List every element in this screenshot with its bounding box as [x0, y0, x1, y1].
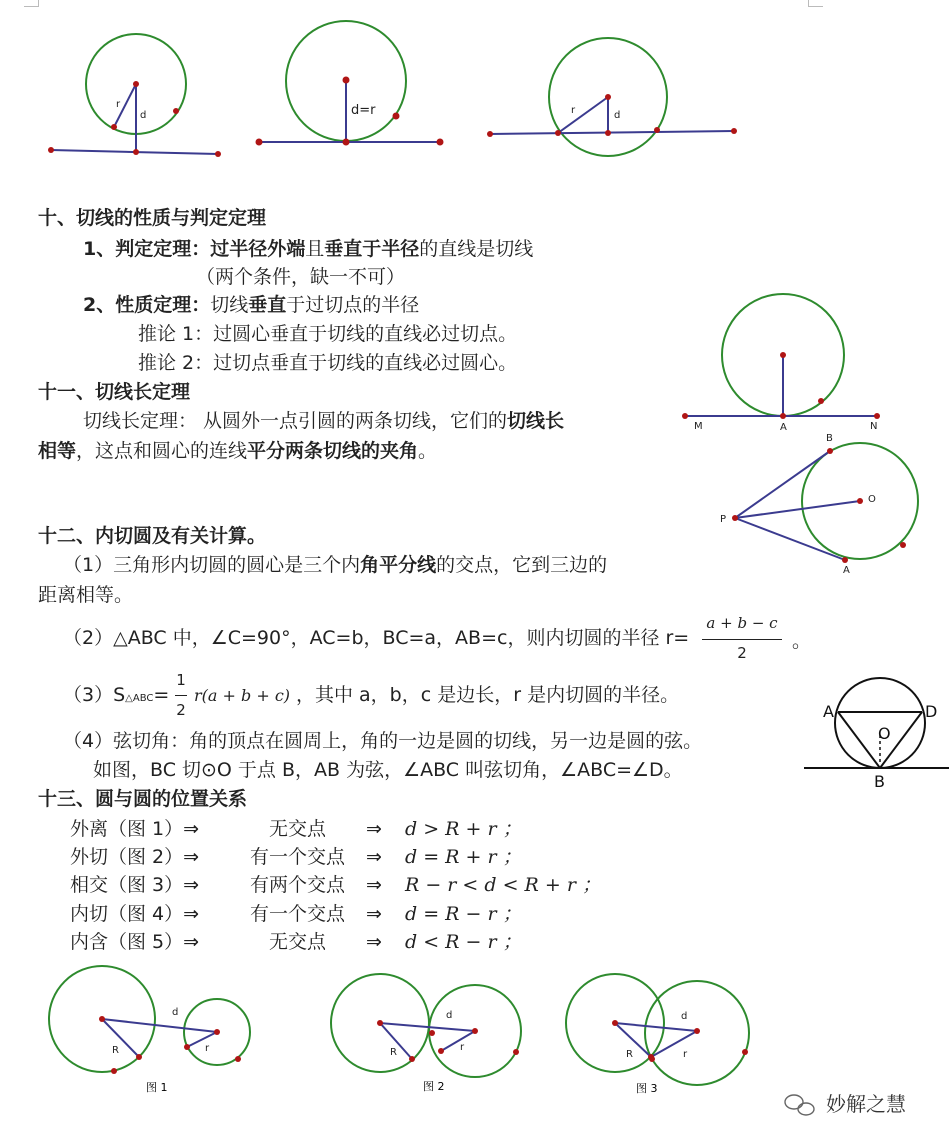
- incircle-para-1: [63, 553, 607, 577]
- area-subscript: △ABC: [125, 693, 154, 704]
- incircle-text-b: 角平分线: [360, 554, 437, 576]
- tangent-length-figure: [720, 433, 918, 576]
- relation-row-condition: d = R − r ；: [405, 903, 522, 925]
- radius-denominator: 2: [737, 644, 747, 662]
- judge-condition-1: 过半径外端: [210, 238, 306, 260]
- svg-text:r: r: [571, 105, 576, 116]
- svg-text:N: N: [870, 421, 878, 432]
- svg-text:d: d: [140, 110, 147, 121]
- judge-condition-2: 垂直于半径: [324, 238, 420, 260]
- tangent-length-text-d: ，这点和圆心的连线: [76, 440, 248, 462]
- relation-row-arrow: ⇒: [366, 818, 382, 840]
- property-a: 切线: [210, 294, 249, 316]
- area-half-den: 2: [176, 701, 186, 719]
- property-b: 垂直: [248, 294, 287, 316]
- relation-row-condition: R − r < d < R + r ；: [405, 874, 601, 896]
- svg-text:d: d: [172, 1007, 179, 1018]
- top-figure-tangent: [256, 21, 444, 146]
- top-figure-intersect: [487, 38, 737, 156]
- svg-text:d: d: [614, 110, 621, 121]
- svg-text:r: r: [205, 1043, 210, 1054]
- relation-row-arrow: ⇒: [366, 846, 382, 868]
- corollary-2: 推论 2：过切点垂直于切线的直线必过圆心。: [138, 352, 518, 374]
- judge-and: 且: [305, 238, 325, 260]
- relation-row-name: 相交（图 3）⇒: [70, 874, 200, 896]
- svg-text:O: O: [868, 494, 876, 505]
- relation-row-arrow: ⇒: [366, 874, 382, 896]
- svg-text:P: P: [720, 514, 727, 525]
- property-theorem-line: [83, 293, 419, 317]
- tangent-length-line-2: [38, 439, 437, 463]
- relation-row-desc: 无交点: [268, 818, 326, 840]
- svg-text:图 2: 图 2: [423, 1080, 445, 1093]
- svg-text:A: A: [843, 565, 850, 576]
- two-circles-figure-3: [566, 974, 749, 1095]
- svg-text:图 1: 图 1: [146, 1081, 168, 1094]
- wechat-logo-icon: [785, 1095, 814, 1115]
- property-theorem-prefix: 2、性质定理：: [83, 294, 211, 316]
- radius-end: 。: [792, 630, 812, 652]
- relation-row-desc: 有一个交点: [249, 903, 345, 925]
- radius-fraction-bar: [702, 639, 782, 640]
- svg-text:R: R: [112, 1045, 119, 1056]
- svg-text:O: O: [878, 724, 891, 743]
- relation-row-desc: 有两个交点: [249, 874, 345, 896]
- judge-theorem-line: [83, 237, 533, 261]
- incircle-text-c: 的交点，它到三边的: [436, 554, 608, 576]
- relation-row-desc: 无交点: [268, 931, 326, 953]
- property-c: 于过切点的半径: [286, 294, 420, 316]
- svg-text:A: A: [780, 422, 787, 433]
- relation-row-condition: d > R + r ；: [405, 818, 522, 840]
- radius-numerator: a + b − c: [706, 614, 778, 632]
- svg-text:r: r: [116, 99, 121, 110]
- tangent-length-text-e: 平分两条切线的夹角: [247, 440, 419, 462]
- area-eq: =: [153, 684, 170, 706]
- corollary-1: 推论 1：过圆心垂直于切线的直线必过切点。: [138, 323, 518, 345]
- relation-row-condition: d = R + r ；: [405, 846, 522, 868]
- svg-text:B: B: [874, 772, 885, 791]
- svg-text:M: M: [694, 421, 703, 432]
- area-formula: [63, 683, 169, 711]
- tangent-length-text-b: 切线长: [507, 410, 565, 432]
- relation-row-arrow: ⇒: [366, 903, 382, 925]
- top-figure-separate: [48, 34, 221, 157]
- svg-text:B: B: [826, 433, 833, 444]
- svg-text:d=r: d=r: [351, 103, 376, 118]
- chord-tangent-def: （4）弦切角：角的顶点在圆周上，角的一边是圆的切线，另一边是圆的弦。: [63, 730, 703, 752]
- svg-text:d: d: [681, 1011, 688, 1022]
- svg-text:r: r: [460, 1042, 465, 1053]
- relation-row-name: 内切（图 4）⇒: [70, 903, 200, 925]
- svg-text:R: R: [390, 1047, 397, 1058]
- two-circles-figure-2: [331, 974, 521, 1093]
- tangent-length-text-c: 相等: [38, 440, 77, 462]
- tangent-point-figure: [682, 294, 880, 433]
- relation-row-name: 外切（图 2）⇒: [70, 846, 200, 868]
- incircle-para-1-cont: 距离相等。: [38, 584, 134, 606]
- relation-row-name: 内含（图 5）⇒: [70, 931, 200, 953]
- svg-text:A: A: [823, 702, 834, 721]
- tangent-length-line-1: [83, 409, 564, 433]
- relation-row-condition: d < R − r ；: [405, 931, 522, 953]
- svg-text:R: R: [626, 1049, 633, 1060]
- section-11-title: 十一、切线长定理: [38, 381, 191, 403]
- relation-row-desc: 有一个交点: [249, 846, 345, 868]
- chord-tangent-figure: [804, 678, 949, 791]
- incircle-text-a: （1）三角形内切圆的圆心是三个内: [63, 554, 361, 576]
- svg-text:d: d: [446, 1010, 453, 1021]
- area-half-bar: [175, 695, 187, 696]
- svg-text:r: r: [683, 1049, 688, 1060]
- judge-conclusion: 的直线是切线: [419, 238, 534, 260]
- section-12-title: 十二、内切圆及有关计算。: [38, 525, 267, 547]
- svg-text:D: D: [925, 702, 938, 721]
- section-13-title: 十三、圆与圆的位置关系: [38, 788, 248, 810]
- area-desc: ，其中 a，b，c 是边长，r 是内切圆的半径。: [296, 684, 680, 706]
- two-circles-figure-1: [49, 966, 250, 1094]
- incircle-radius-formula: （2）△ABC 中，∠C=90°，AC=b，BC=a，AB=c，则内切圆的半径 r=: [63, 627, 690, 649]
- judge-note: （两个条件，缺一不可）: [196, 266, 406, 288]
- relation-row-name: 外离（图 1）⇒: [70, 818, 200, 840]
- area-s: （3）S: [63, 684, 126, 706]
- relation-row-arrow: ⇒: [366, 931, 382, 953]
- area-half-num: 1: [176, 671, 186, 689]
- judge-theorem-prefix: 1、判定定理：: [83, 238, 211, 260]
- watermark-text: 妙解之慧: [826, 1092, 906, 1116]
- area-expr: r(a + b + c): [194, 686, 291, 705]
- chord-tangent-example: 如图，BC 切⊙O 于点 B，AB 为弦，∠ABC 叫弦切角，∠ABC=∠D。: [93, 759, 683, 781]
- tangent-length-text-a: 切线长定理： 从圆外一点引圆的两条切线，它们的: [83, 410, 508, 432]
- tangent-length-text-f: 。: [418, 440, 438, 462]
- section-10-title: 十、切线的性质与判定定理: [38, 207, 267, 229]
- svg-text:图 3: 图 3: [636, 1082, 658, 1095]
